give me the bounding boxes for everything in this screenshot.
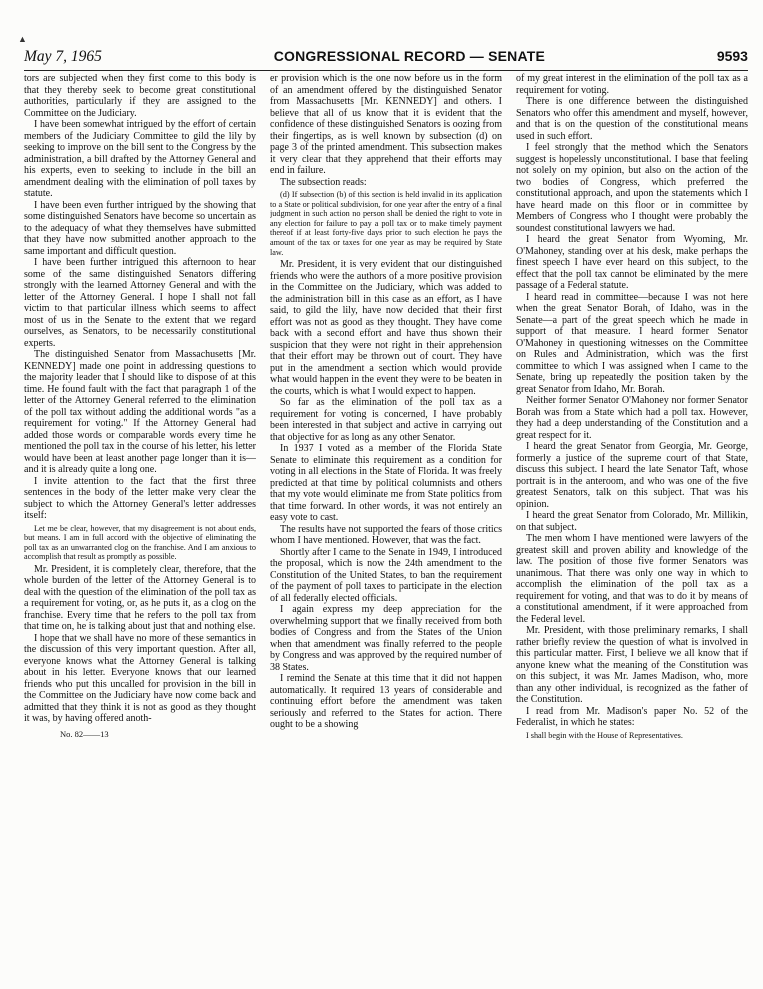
header-page-number: 9593 [716,48,748,64]
paragraph: er provision which is the one now before us in the form of an amendment offered by the distinguished Senator from Massachusetts [Mr. KENNEDY] and others. I believe that all of us know that it is evident that the confidence of these distinguished Senators is oozing from their fingertips, as is well known by subsection (d) on page 3 of the printed amendment. This subsection makes it very clear that they apprehend that their efforts may end in failure. [270,73,502,176]
paragraph: I have been somewhat intrigued by the effort of certain members of the Judiciary Committee to gild the lily by seeking to improve on the bill sent to the Congress by the administration, a bill drafted by the Attorney General and his experts, even to seeking to include in the bill an amendment dealing with the elimination of poll taxes by statute. [24,119,256,199]
text-columns [24,73,748,978]
paragraph: Neither former Senator O'Mahoney nor former Senator Borah was from a State which had a poll tax. However, they had a deep understanding of the Constitution and a great respect for it. [516,395,748,441]
paragraph: In 1937 I voted as a member of the Florida State Senate to eliminate this requirement as a condition for voting in all elections in the State of Florida. It was freely predicted at that time by political columnists and others that my vote would eliminate me from State politics from that time forward. In other words, it was not entirely an easy vote to cast. [270,443,502,524]
paragraph: The subsection reads: [280,176,367,188]
paragraph: I again express my deep appreciation for the overwhelming support that we finally received from both bodies of Congress and from the States of the Union when that amendment was finally referred to the people by Congress and was approved by the required number of 38 States. [270,604,502,673]
paragraph: I have been even further intrigued by the showing that some distinguished Senators have become so uncertain as to the adequacy of what they themselves have submitted that they have now submitted another approach to the same important and difficult question. [24,199,256,257]
paragraph: of my great interest in the elimination of the poll tax as a requirement for voting. [516,73,748,96]
paragraph: I heard the great Senator from Colorado, Mr. Millikin, on that subject. [516,510,748,533]
page-header [24,48,748,71]
paragraph: There is one difference between the distinguished Senators who offer this amendment and myself, however, and that is on the question of the constitutional means used in such effort. [516,96,748,142]
column-1 [24,73,256,978]
paragraph: I read from Mr. Madison's paper No. 52 of the Federalist, in which he states: [516,705,748,728]
header-date: May 7, 1965 [24,48,102,65]
paragraph: The men whom I have mentioned were lawyers of the greatest skill and proven ability and knowledge of the law. The position of those five former Senators was unanimous. That there was only one way in which to accomplish the elimination of the poll tax as a requirement for voting, and that was to do it by means of a constitutional amendment, if it were approached from the Federal level. [516,533,748,625]
corner-mark: ▲ [18,34,27,44]
paragraph: tors are subjected when they first come to this body is that they thereby seek to become great constitutional authorities, particularly if they are assigned to the Committee on the Judiciary. [24,73,256,119]
paragraph: Mr. President, it is completely clear, therefore, that the whole burden of the letter of the Attorney General is to deal with the question of the elimination of the poll tax as a requirement for voting, or, as he puts it, as a clog on the franchise. Every time that he refers to the poll tax from that time on, he is talking about just that and nothing else. [24,563,256,633]
paragraph: I invite attention to the fact that the first three sentences in the body of the letter make very clear the subject to which the Attorney General's letter addresses itself: [24,475,256,521]
page-footnote: No. 82——13 [60,728,109,739]
paragraph: So far as the elimination of the poll tax as a requirement for voting is concerned, I have probably been interested in that subject and active in carrying out that objective for as long as any other Senator. [270,397,502,443]
paragraph: I remind the Senate at this time that it did not happen automatically. It required 13 years of considerable and continuing effort before the amendment was taken seriously and referred to the States for action. There ought to be a showing [270,673,502,731]
paragraph: Mr. President, with those preliminary remarks, I shall rather briefly review the question of what is involved in this particular matter. First, I believe we all know that if anyone knew what the meaning of the Constitution was on this subject, it was Mr. James Madison, who, more than any other individual, is recognized as the father of the Constitution. [516,625,748,705]
column-2 [270,73,502,978]
paragraph: Shortly after I came to the Senate in 1949, I introduced the proposal, which is now the 24th amendment to the Constitution of the United States, to ban the requirement of the payment of poll taxes to participate in the election of all federally elected officials. [270,546,502,604]
header-title: CONGRESSIONAL RECORD — SENATE [273,48,546,64]
paragraph: The results have not supported the fears of those critics whom I have mentioned. However, that was the fact. [270,523,502,547]
paragraph: I heard read in committee—because I was not here when the great Senator Borah, of Idaho, was in the Senate—a part of the great speech which he made in support of that measure. I heard former Senator O'Mahoney in questioning witnesses on the Committee on Rules and Administration, which was the first committee to which I was assigned when I came to the Senate, bring up repeatedly the position taken by the great Senator from Idaho, Mr. Borah. [516,291,748,395]
paragraph: I heard the great Senator from Wyoming, Mr. O'Mahoney, standing over at his desk, make perhaps the finest speech I have ever heard on this subject, to the effect that the poll tax cannot be eliminated by the mere passage of a Federal statute. [516,234,748,291]
quoted-excerpt: (d) If subsection (b) of this section is held invalid in its application to a State or political subdivision, for one year after the entry of a final judgment in such action no person shall be denied the right to vote in any election for failure to pay a poll tax or to make timely payment thereof if at least forty-five days prior to such election he pays the amount of the tax or taxes for one year as may be required by State law. [270,190,502,257]
quoted-excerpt: I shall begin with the House of Representatives. [526,730,683,740]
paragraph: I have been further intrigued this afternoon to hear some of the same distinguished Senators differing strongly with the learned Attorney General and with the letter of the Attorney General. I hope I shall not fall victim to that particular illness which seems to affect most of us in the Senate to the extent that we regard ourselves, as Senators, to be necessarily constitutional experts. [24,257,256,349]
paragraph: I heard the great Senator from Georgia, Mr. George, formerly a justice of the supreme court of that State, discuss this subject. I heard the late Senator Taft, whose portrait is in the anteroom, and who was one of the five greatest Senators, talk on this subject. That was his opinion. [516,441,748,510]
quoted-excerpt: Let me be clear, however, that my disagreement is not about ends, but means. I am in full accord with the objective of eliminating the poll tax as an unwarranted clog on the franchise. And I am anxious to accomplish that result as promptly as possible. [24,523,256,562]
paragraph: I hope that we shall have no more of these semantics in the discussion of this very important question. After all, everyone knows what the Attorney General is talking about in his letter. Everyone knows that our learned friends who put this uncalled for provision in the bill in the Committee on the Judiciary have now come back and admitted that they think it is not as good as they thought it was, by having offered anoth- [24,632,256,725]
paragraph: The distinguished Senator from Massachusetts [Mr. KENNEDY] made one point in addressing questions to the majority leader that I should like to dispose of at this time. He found fault with the fact that paragraph 1 of the letter of the Attorney General referred to the elimination of the poll tax without adding the additional words "as a requirement for voting." If the Attorney General had added those words or comparable words every time he mentioned the poll tax in the course of his letter, his letter would have been at least another page longer than it is—and it is already quite a long one. [24,349,256,475]
paragraph: I feel strongly that the method which the Senators suggest is hopelessly unconstitutional. I base that feeling not solely on my opinion, but also on the action of the two bodies of Congress, which preferred the constitutional approach, and upon the statements which I have heard made on this floor or in committee by Members of Congress who I thought were probably the soundest constitutional lawyers we had. [516,142,748,234]
paragraph: Mr. President, it is very evident that our distinguished friends who were the authors of a more positive provision in the Committee on the Judiciary, which was added to the administration bill in this case as an effort, as I have said, to gild the lily, have now decided that their first effort was not as good as they thought. They have come back with a second effort and have thus shown their suspicion that they were not right in their apprehension that their effort may be thrown out of court. They have put in the amendment a section which would provide what would happen in the event they were to be beaten in the courts, which is what I would expect to happen. [270,259,502,397]
column-3 [516,73,748,978]
